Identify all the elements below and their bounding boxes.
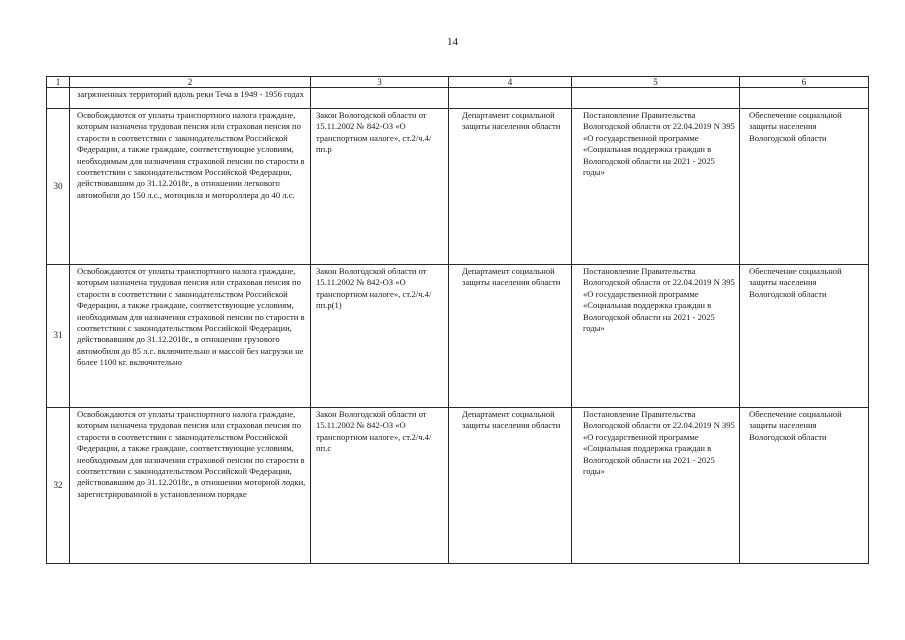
legal-basis: Закон Вологодской области от 15.11.2002 № 842-ОЗ «О транспортном налоге», ст.2/ч.4/пп.р bbox=[316, 110, 432, 155]
curator-cell bbox=[449, 408, 572, 564]
legal-basis: Закон Вологодской области от 15.11.2002 № 842-ОЗ «О транспортном налоге», ст.2/ч.4/пп.р(1) bbox=[316, 266, 432, 311]
benefit-description-cell bbox=[70, 265, 311, 408]
curator-cell bbox=[449, 265, 572, 408]
table-row bbox=[47, 408, 869, 564]
continuation-text-cell bbox=[70, 88, 311, 109]
goal-cell bbox=[740, 265, 869, 408]
header-cell-2: 2 bbox=[70, 77, 311, 88]
goal: Обеспечение социальной защиты населения Вологодской области bbox=[749, 110, 842, 143]
program-cell bbox=[572, 265, 740, 408]
header-cell-5: 5 bbox=[572, 77, 740, 88]
program: Постановление Правительства Вологодской области от 22.04.2019 N 395 «О государственной программе «Социальная поддержка граждан в Вологодской области на 2021 - 2025 годы» bbox=[583, 409, 735, 477]
goal-cell bbox=[740, 408, 869, 564]
program: Постановление Правительства Вологодской области от 22.04.2019 N 395 «О государственной программе «Социальная поддержка граждан в Вологодской области на 2021 - 2025 годы» bbox=[583, 110, 735, 178]
benefit-description: Освобождаются от уплаты транспортного налога граждане, которым назначена трудовая пенсия или страховая пенсия по старости в соответствии с законодательством Российской Федерации, а также граждане, соответствующие условиям, необходимым для назначения страховой пенсии по старости в соответствии с законодательством Российской Федерации, действовавшим до 31.12.2018г., в отношении грузового автомобиля до 85 л.с. включительно и массой без нагрузки не более 1100 кг. включительно bbox=[77, 266, 305, 368]
legal-basis-cell bbox=[311, 265, 449, 408]
program: Постановление Правительства Вологодской области от 22.04.2019 N 395 «О государственной программе «Социальная поддержка граждан в Вологодской области на 2021 - 2025 годы» bbox=[583, 266, 735, 334]
header-cell-1: 1 bbox=[47, 77, 70, 88]
goal: Обеспечение социальной защиты населения Вологодской области bbox=[749, 266, 842, 299]
continuation-text: загрязненных территорий вдоль реки Теча в 1949 - 1956 годах bbox=[77, 89, 304, 99]
table-row bbox=[47, 265, 869, 408]
header-cell-3: 3 bbox=[311, 77, 449, 88]
table-row bbox=[47, 109, 869, 265]
continuation-empty-cell bbox=[572, 88, 740, 109]
curator-cell bbox=[449, 109, 572, 265]
continuation-row bbox=[47, 88, 869, 109]
benefit-description: Освобождаются от уплаты транспортного налога граждане, которым назначена трудовая пенсия или страховая пенсия по старости в соответствии с законодательством Российской Федерации, а также граждане, соответствующие условиям, необходимым для назначения страховой пенсии по старости в соответствии с законодательством Российской Федерации, действовавшим до 31.12.2018г., в отношении моторной лодки, зарегистрированной в установленном порядке bbox=[77, 409, 306, 499]
continuation-empty-cell bbox=[740, 88, 869, 109]
continuation-num-cell bbox=[47, 88, 70, 109]
header-row bbox=[47, 77, 869, 88]
curator: Департамент социальной защиты населения области bbox=[462, 110, 561, 132]
program-cell bbox=[572, 109, 740, 265]
legal-basis-cell bbox=[311, 408, 449, 564]
legal-basis-cell bbox=[311, 109, 449, 265]
page-number: 14 bbox=[447, 36, 458, 48]
row-number: 30 bbox=[47, 109, 70, 265]
benefit-description-cell bbox=[70, 109, 311, 265]
benefit-description-cell bbox=[70, 408, 311, 564]
benefits-table bbox=[46, 76, 869, 564]
continuation-empty-cell bbox=[311, 88, 449, 109]
legal-basis: Закон Вологодской области от 15.11.2002 № 842-ОЗ «О транспортном налоге», ст.2/ч.4/пп.с bbox=[316, 409, 432, 454]
header-cell-4: 4 bbox=[449, 77, 572, 88]
program-cell bbox=[572, 408, 740, 564]
goal-cell bbox=[740, 109, 869, 265]
row-number: 31 bbox=[47, 265, 70, 408]
header-cell-6: 6 bbox=[740, 77, 869, 88]
curator: Департамент социальной защиты населения области bbox=[462, 266, 561, 288]
goal: Обеспечение социальной защиты населения Вологодской области bbox=[749, 409, 842, 442]
curator: Департамент социальной защиты населения области bbox=[462, 409, 561, 431]
benefit-description: Освобождаются от уплаты транспортного налога граждане, которым назначена трудовая пенсия или страховая пенсия по старости в соответствии с законодательством Российской Федерации, а также граждане, соответствующие условиям, необходимым для назначения страховой пенсии по старости в соответствии с законодательством Российской Федерации, действовавшим до 31.12.2018г., в отношении легкового автомобиля до 150 л.с., мотоцикла и мотороллера до 40 л.с. bbox=[77, 110, 305, 200]
row-number: 32 bbox=[47, 408, 70, 564]
benefits-table-sheet bbox=[46, 76, 869, 564]
continuation-empty-cell bbox=[449, 88, 572, 109]
